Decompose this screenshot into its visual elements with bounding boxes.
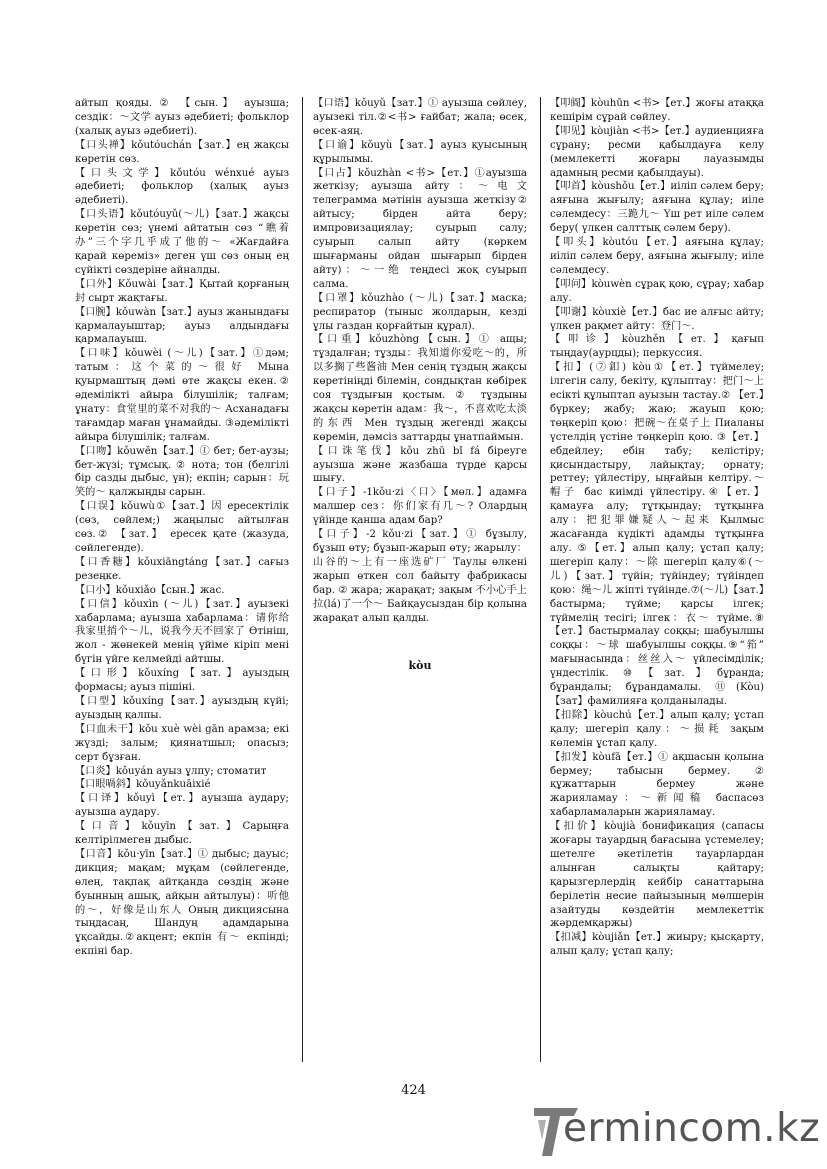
dictionary-entry: 【口头禅】kǒutóuchán【зат.】ең жақсы көретін сөз. — [75, 139, 289, 165]
dictionary-column-2 — [313, 97, 527, 695]
dictionary-entry: 【口音】kǒuyīn【зат.】Сарыңға келтірілмеген дыбыс. — [75, 821, 289, 847]
dictionary-entry: 【口小】kǒuxiǎo【сын.】жас. — [75, 584, 225, 596]
dictionary-entry: 【口罩】kǒuzhào (～儿)【зат.】маска; респиратор (тыныс жолдарын, кезді ұлы газдан қорғайтын құрал). — [313, 292, 527, 332]
section-heading: kòu — [408, 659, 432, 673]
column-divider — [302, 97, 303, 1062]
dictionary-entry: 【口香糖】kǒuxiāngtáng【зат.】сағыз резеңке. — [75, 556, 289, 582]
page-number: 424 — [401, 1083, 426, 1098]
dictionary-entry: 【口信】kǒuxìn (～儿)【зат.】ауызекі хабарлама; ауызша хабарлама：请你给我家里捎个～儿，说我今天不回家了 Өтініш, жол - жөнекей менің үйіме кіріп мені бүгін үйге келмейді айтшы. — [75, 598, 289, 666]
column-divider — [540, 97, 541, 1062]
dictionary-entry: 【口谕】kǒuyù【зат.】ауыз қуысының құрылымы. — [313, 139, 527, 165]
dictionary-entry: 【叩头】kòutóu【ет.】аяғына құлау; иіліп сәлем беру, аяғына жығылу; иіле сәлемдесу. — [550, 237, 764, 276]
dictionary-entry: 【口语】kǒuyǔ【зат.】① ауызша сөйлеу, ауызекі тіл.②<书> ғайбат; жала; өсек, өсек-аяң. — [313, 98, 527, 137]
dictionary-entry: 【扣发】kòufā【ет.】① ақшасын қолына бермеу; табысын бермеу. ② құжаттарын бермеу және жарияламау：～新闻稿 баспасөз хабарламаларын жарияламау. — [550, 751, 764, 819]
dictionary-entry: 【扣减】kòujiǎn【ет.】жиыру; қысқарту, алып қалу; ұстап қалу; — [550, 932, 764, 958]
dictionary-entry: 【口型】kǒuxíng【зат.】ауыздың күйі; ауыздың қалпы. — [75, 695, 289, 721]
dictionary-entry: 【口头文学】kǒutóu wénxué ауыз әдебиеті; фольклор (халық ауыз әдебиеті). — [75, 167, 289, 207]
dictionary-entry: 【口子】-1kǒu·zi〈口〉【мөл.】адамға малшер сез：你们家有几～? Олардың үйінде қанша адам бар? — [313, 487, 527, 527]
dictionary-entry: 【口占】kǒuzhàn <书>【ет.】①ауызша жеткізу; ауызша айту：～电文 телеграмма мәтінін ауызша жеткізу② айтысу; бірден айта беру; импровизациялау; суырып салу; суырып салып айту (көркем шығарманы ойдан шығарып бірден айту)：～一绝 теңдесі жоқ суырып салма. — [313, 167, 527, 290]
dictionary-entry: 【口味】kǒuwèi (～儿)【зат.】①дәм; татым：这个菜的～很好 Мына қуырмаштың дәмі өте жақсы екен.② әдемілікті айыра білушілік; талғам; ұнату：食堂里的菜不对我的～ Асханадағы тағамдар маған ұнамайды. ③әдемілікті айыра білушілік; талғам. — [75, 348, 289, 443]
dictionary-entry: 【口炎】kǒuyán ауыз ұлпу; стоматит — [75, 765, 267, 777]
dictionary-entry: 【口诛笔伐】kǒu zhū bǐ fá біреуге ауызша және жазбаша түрде қарсы шығу. — [313, 445, 527, 485]
dictionary-entry: 【口音】kǒu·yīn【зат.】① дыбыс; дауыс; дикция; мақам; мұқам (сөйлегенде, өлең, тақпақ айтқанда сөздің және буынның ашық, айқын айтылуы)：听他的～，好像是山东人 Оның дикциясына тыңдасаң, Шандуң адамдарына ұқсайды.②акцент; екпін 有～ екпінді; екпіні бар. — [75, 848, 289, 958]
dictionary-entry: 【叩首】kòushǒu【ет.】иіліп сәлем беру; аяғына жығылу; аяғына құлау; иіле сәлемдесу：三跪九～ Үш рет иіле сәлем беру( үлкен салттық сәлем беру). — [550, 181, 764, 235]
dictionary-entry: 【口形】kǒuxíng【зат.】ауыздың формасы; ауыз пішіні. — [75, 668, 289, 694]
dictionary-column-3 — [550, 97, 764, 959]
dictionary-entry: айтып қояды. ② 【сын.】 ауызша; сездік：～文学 ауыз әдебиеті; фольклор (халық ауыз әдебиеті). — [75, 98, 289, 137]
dictionary-entry: 【叩见】kòujiàn <书>【ет.】аудиенцияға сұрану; ресми қабылдауға келу (мемлекетті жоғары лауазымды адамның ресми қабылдауы). — [550, 125, 764, 179]
logo-text: ermincom.kz — [563, 1106, 821, 1151]
dictionary-entry: 【叩问】kòuwèn сұрақ қою, сұрау; хабар алу. — [550, 278, 764, 304]
dictionary-entry: 【叩诊】kòuzhěn【ет.】қағып тыңдау(аурцды); перкуссия. — [550, 334, 764, 360]
dictionary-entry: 【口腕】kǒuwàn【зат.】ауыз жанындағы қармалауыштар; ауыз алдындағы қармалауыш. — [75, 306, 289, 346]
dictionary-entry: 【口血未干】kǒu xuè wèi gān арамза; екі жүзді; залым; қиянатшыл; опасыз; серт бұзған. — [75, 723, 289, 763]
dictionary-entry: 【扣除】kòuchú【ет.】алып қалу; ұстап қалу; шегеріп қалу：～损耗 зақым көлемін ұстап қалу. — [550, 709, 764, 749]
dictionary-column-1 — [75, 97, 289, 959]
dictionary-entry: 【口头语】kǒutóuyǔ(～儿)【зат.】жақсы көретін сөз; үнемі айтатын сөз “瞧着办”三个字几乎成了他的～ «Жағдайға қарай көреміз» деген үш сөз оның ең сүйікті сөздеріне айналды. — [75, 209, 289, 276]
dictionary-entry: 【扣价】kòujià бонификация (сапасы жоғары тауардың бағасына үстемелеу; шетелге әкетілетін тауарлардан алынған салықты қайтару; қарызгерлердің кейбір санаттарына берілетін несие пайызының мөлшерін азайтуды көздейтін мемлекеттік жәрдемқаржы) — [550, 821, 764, 930]
dictionary-entry: 【叩阍】kòuhūn <书>【ет.】жоғы атаққа кешірім сұрай сөйлеу. — [550, 98, 764, 123]
dictionary-entry: 【口吻】kǒuwěn【зат.】① бет; бет-аузы; бет-жүзі; тұмсық. ② нота; тон (белгілі бір сазды дыбыс, үн); екпін; сарын：玩笑的～ қалжыңды сарын. — [75, 445, 289, 499]
dictionary-entry: 【口重】kǒuzhòng【сын.】① ащы; тұздалған; тұзды：我知道你爱吃～的，所以多搁了些酱油 Мен сенің тұздың жақсы көретініңді білемін, сондықтан көбірек соя тұздығын қостым. ② тұздыны жақсы көретін адам：我～，不喜欢吃太淡的东西 Мен тұздың жегенді жақсы көремін, дәмсіз заттарды ұнатпаймын. — [313, 334, 527, 443]
termincom-logo — [520, 1102, 821, 1162]
dictionary-entry: 【叩谢】kòuxiè【ет.】бас ие алғыс айту; үлкен рақмет айту：登门～. — [550, 306, 764, 332]
dictionary-entry: 【口子】-2 kǒu·zi【зат.】① бұзылу, бұзып өту; бұзып-жарып өту; жарылу：山谷的～上有一座选矿厂 Таулы өлкені жарып өткен сол байыту фабрикасы бар. ② жара; жарақат; зақым 不小心手上拉(lá)了一个～ Байқаусыздан бір қолына жарақат алып қалды. — [313, 529, 527, 624]
dictionary-entry: 【口眼喎斜】kǒuyǎnkuāixié — [75, 779, 211, 791]
dictionary-entry: 【口译】kǒuyì【ет.】ауызша аудару; ауызша аудару. — [75, 793, 289, 819]
dictionary-entry: 【扣】(⑦釦) kòu①【ет.】түймелеу; ілгегін салу, бекіту, құлыптау：把门～上 есікті құлыптап ауызын тастау.② 【ет.】бүркеу; жабу; жаю; жауып қою; төңкеріп қою：把碗～在桌子上 Пиаланы үстелдің үстіне төңкеріп қою. ③【ет.】ебдейлеу; ебін табу; келістіру; қисындастыру, лайықтау; орнату; реттеу; үйлестіру, ыңғайын келтіру.～帽子 бас киімді үйлестіру.④【ет.】қамауға алу; тұтқындау; тұтқынға алу：把犯罪嫌疑人～起来 Қылмыс жасағанда күдікті адамды тұтқынға алу. ⑤【ет.】алып қалу; ұстап қалу; шегеріп қалу：～除 шегеріп қалу⑥(～儿)【зат.】түйін; түйіндеу; түйіндеп қою：绳～儿 жіпті түйінде.⑦(～儿)【зат.】бастырма; түйме; қарсы ілгек; түймелің тесігі; ілгек：衣～ түйме.⑧【ет.】бастырмалау соққы; шабуылшы соққы：～球 шабуылшы соққы.⑨“筘” мағынасында：丝丝入～ үйлесімділік; үндестілік. ⑩【зат.】бұранда; бұрандалы; бұрандамалы. ⑪(Kòu)【зат】фамилияға қолданылады. — [550, 362, 764, 707]
dictionary-entry: 【口外】Kǒuwài【зат.】Қытай қорғаның 封 сырт жақтағы. — [75, 278, 289, 304]
dictionary-entry: 【口误】kǒuwù①【зат.】因 ересектілік (сөз, сөйлем;) жаңылыс айтылған сөз.② 【зат.】 ересек қате (жазуда, сөйлегенде). — [75, 501, 289, 554]
